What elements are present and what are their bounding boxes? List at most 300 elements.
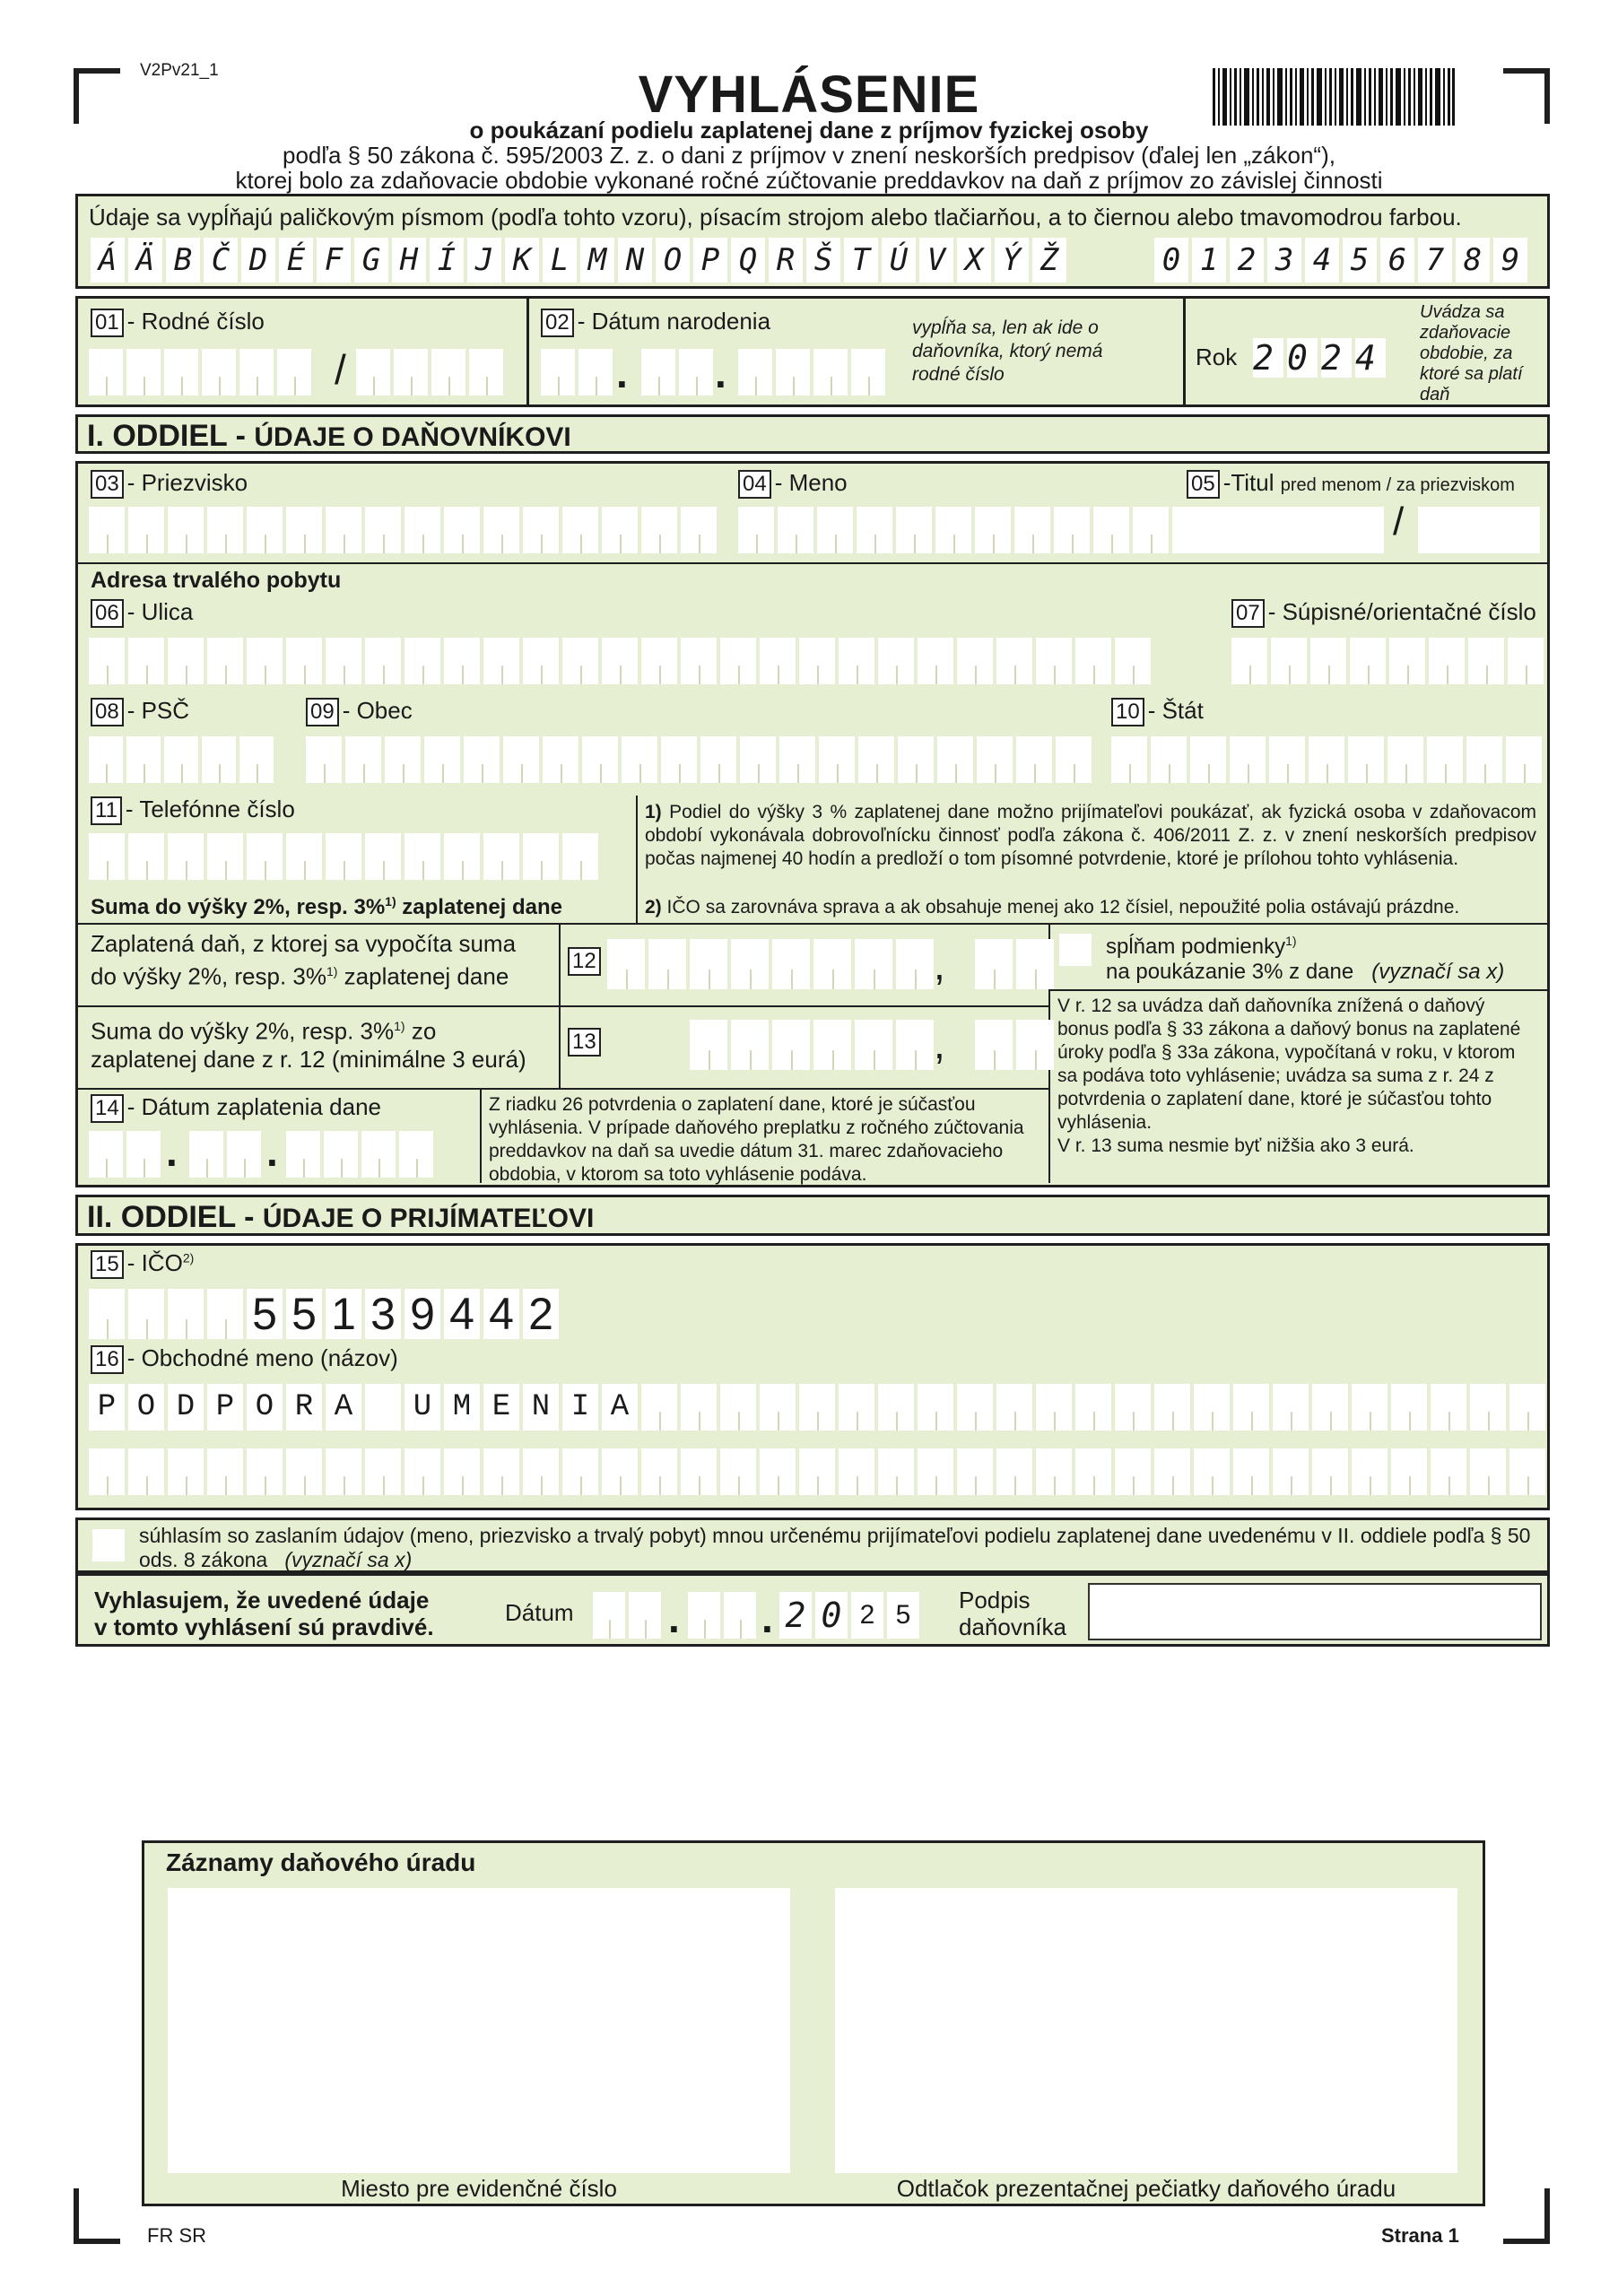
- street-cell[interactable]: [878, 638, 914, 684]
- street-cell[interactable]: [1115, 638, 1151, 684]
- surname-cell[interactable]: [89, 507, 125, 553]
- surname-cell[interactable]: [326, 507, 361, 553]
- ico-cell[interactable]: [207, 1289, 243, 1339]
- instructions-text: Údaje sa vypĺňajú paličkovým písmom (podľa tohto vzoru), písacím strojom alebo tlačiarňou, a to čiernou alebo tmavomodrou farbou.: [89, 204, 1462, 230]
- name-cell[interactable]: [1115, 1448, 1151, 1495]
- name-cell[interactable]: [168, 1384, 204, 1431]
- row-13-cell[interactable]: [690, 1020, 727, 1070]
- name-cell[interactable]: [562, 1448, 598, 1495]
- city-cell[interactable]: [740, 736, 776, 783]
- row-12-cell[interactable]: [855, 939, 892, 989]
- name-cell[interactable]: [1431, 1448, 1466, 1495]
- country-cell[interactable]: [1309, 736, 1344, 783]
- row-12-cell[interactable]: [648, 939, 686, 989]
- postal-code-cell[interactable]: [202, 736, 236, 783]
- surname-cell[interactable]: [207, 507, 243, 553]
- row-12-note: V r. 12 sa uvádza daň daňovníka znížená o daňový bonus podľa § 33 zákona a daňový bonus na zaplatené úroky podľa § 33a zákona, vypočítaná v roku, v ktorom sa podáva toto vyhlásenie; uvádza sa suma z r. 24 z potvrdenia o zaplatení dane, ktoré je súčasťou tohto vyhlásenia. V r. 13 suma nesmie byť nižšia ako 3 eurá.: [1057, 996, 1521, 1156]
- signature-field[interactable]: [1088, 1583, 1542, 1640]
- corner-mark-bottom-left: [74, 2188, 120, 2244]
- identity-row: [75, 296, 1550, 407]
- city-cell[interactable]: [385, 736, 421, 783]
- country-cell[interactable]: [1190, 736, 1226, 783]
- payment-month-cell[interactable]: [189, 1131, 223, 1178]
- surname-cell[interactable]: [641, 507, 677, 553]
- street-cell[interactable]: [602, 638, 638, 684]
- rodne-cislo-cell[interactable]: [202, 349, 236, 396]
- city-cell[interactable]: [898, 736, 934, 783]
- year-cell[interactable]: [1321, 338, 1352, 378]
- section-1-header: [75, 414, 1550, 454]
- street-cell[interactable]: [247, 638, 283, 684]
- name-cell[interactable]: [878, 1448, 914, 1495]
- payment-year-cell[interactable]: [286, 1131, 320, 1178]
- name-cell[interactable]: [404, 1384, 440, 1431]
- sample-letter: Ž: [1032, 238, 1066, 283]
- name-cell[interactable]: [1352, 1448, 1387, 1495]
- ico-cell[interactable]: [247, 1289, 283, 1339]
- name-cell[interactable]: [760, 1448, 796, 1495]
- row-12-cell[interactable]: [896, 939, 934, 989]
- house-number-cell[interactable]: [1310, 638, 1346, 684]
- row-12-cell[interactable]: [813, 939, 851, 989]
- name-cell[interactable]: [286, 1448, 322, 1495]
- divider: [480, 1088, 482, 1183]
- name-cell[interactable]: [1233, 1448, 1269, 1495]
- name-cell[interactable]: [878, 1384, 914, 1431]
- ico-cell[interactable]: [89, 1289, 125, 1339]
- name-cell[interactable]: [1509, 1448, 1545, 1495]
- first-name-cell[interactable]: [817, 507, 853, 553]
- name-cell[interactable]: [168, 1448, 204, 1495]
- row-13-decimal-cell[interactable]: [975, 1020, 1013, 1070]
- name-cell[interactable]: [326, 1384, 361, 1431]
- name-cell[interactable]: [1391, 1448, 1427, 1495]
- first-name-cell[interactable]: [1133, 507, 1169, 553]
- name-cell[interactable]: [1273, 1384, 1309, 1431]
- street-cell[interactable]: [128, 638, 164, 684]
- postal-code-cell[interactable]: [164, 736, 198, 783]
- street-cell[interactable]: [760, 638, 796, 684]
- street-cell[interactable]: [641, 638, 677, 684]
- city-cell[interactable]: [543, 736, 578, 783]
- field-01-label: 01 - Rodné číslo: [91, 308, 265, 337]
- rodne-cislo-cell[interactable]: [431, 349, 465, 396]
- street-cell[interactable]: [483, 638, 519, 684]
- name-cell[interactable]: [681, 1384, 717, 1431]
- city-cell[interactable]: [464, 736, 500, 783]
- street-cell[interactable]: [444, 638, 480, 684]
- country-cell[interactable]: [1151, 736, 1187, 783]
- postal-code-cell[interactable]: [89, 736, 123, 783]
- phone-cell[interactable]: [89, 833, 125, 880]
- row-13-decimal-cell[interactable]: [1016, 1020, 1054, 1070]
- city-cell[interactable]: [503, 736, 539, 783]
- payment-year-cell[interactable]: [324, 1131, 358, 1178]
- name-cell[interactable]: [404, 1448, 440, 1495]
- year-cell-char: 0: [1287, 338, 1308, 378]
- year-cell[interactable]: [1355, 338, 1386, 378]
- declaration-year-cell[interactable]: [779, 1592, 812, 1639]
- birthdate-day-cell[interactable]: [541, 349, 575, 396]
- field-09-label: 09 - Obec: [306, 697, 413, 726]
- declaration-year-cell[interactable]: [815, 1592, 848, 1639]
- ico-cell[interactable]: [168, 1289, 204, 1339]
- name-cell-char: M: [452, 1390, 472, 1424]
- city-cell[interactable]: [622, 736, 657, 783]
- name-cell[interactable]: [562, 1384, 598, 1431]
- birthdate-year-cell[interactable]: [776, 349, 810, 396]
- house-number-cell[interactable]: [1468, 638, 1504, 684]
- name-cell[interactable]: [365, 1448, 401, 1495]
- city-cell[interactable]: [1056, 736, 1092, 783]
- first-name-cell[interactable]: [1093, 507, 1129, 553]
- row-12-cell[interactable]: [731, 939, 769, 989]
- divider: [1048, 989, 1547, 991]
- ico-cell[interactable]: [286, 1289, 322, 1339]
- row-12-decimal-cell[interactable]: [1016, 939, 1054, 989]
- name-cell[interactable]: [1194, 1384, 1230, 1431]
- payment-month-cell[interactable]: [227, 1131, 261, 1178]
- name-cell[interactable]: [89, 1384, 125, 1431]
- evidence-number-area: [168, 1888, 790, 2173]
- payment-year-cell[interactable]: [399, 1131, 433, 1178]
- country-cell[interactable]: [1506, 736, 1542, 783]
- footer-page: Strana 1: [1381, 2224, 1459, 2247]
- payment-year-cell[interactable]: [361, 1131, 396, 1178]
- name-cell-char: R: [294, 1390, 314, 1424]
- name-cell[interactable]: [720, 1384, 756, 1431]
- surname-cell[interactable]: [247, 507, 283, 553]
- city-cell[interactable]: [819, 736, 855, 783]
- house-number-cell[interactable]: [1508, 638, 1544, 684]
- name-cell[interactable]: [996, 1448, 1032, 1495]
- name-cell[interactable]: [918, 1448, 953, 1495]
- year-cell[interactable]: [1287, 338, 1318, 378]
- sample-digit: 4: [1305, 238, 1339, 283]
- rodne-cislo-cell[interactable]: [164, 349, 198, 396]
- form-subtitle: o poukázaní podielu zaplatenej dane z príjmov fyzickej osoby: [469, 117, 1149, 144]
- title-slash: /: [1393, 500, 1405, 544]
- country-cell[interactable]: [1387, 736, 1423, 783]
- payment-day-cell[interactable]: [126, 1131, 161, 1178]
- street-cell[interactable]: [996, 638, 1032, 684]
- name-cell[interactable]: [1075, 1448, 1111, 1495]
- postal-code-cell[interactable]: [126, 736, 161, 783]
- name-cell[interactable]: [1509, 1384, 1545, 1431]
- surname-cell[interactable]: [286, 507, 322, 553]
- name-cell[interactable]: [128, 1384, 164, 1431]
- surname-cell[interactable]: [602, 507, 638, 553]
- birthdate-month-cell[interactable]: [679, 349, 713, 396]
- name-cell[interactable]: [641, 1384, 677, 1431]
- phone-cell[interactable]: [207, 833, 243, 880]
- birthdate-year-cell[interactable]: [851, 349, 885, 396]
- surname-cell[interactable]: [562, 507, 598, 553]
- first-name-cell[interactable]: [778, 507, 813, 553]
- name-cell[interactable]: [1036, 1448, 1072, 1495]
- name-cell-char: P: [97, 1390, 117, 1424]
- ico-cell[interactable]: [326, 1289, 361, 1339]
- declaration-year-cell[interactable]: [851, 1592, 883, 1639]
- first-name-cell[interactable]: [935, 507, 971, 553]
- street-cell[interactable]: [562, 638, 598, 684]
- row-12-decimal-cell[interactable]: [975, 939, 1013, 989]
- name-cell[interactable]: [247, 1384, 283, 1431]
- name-cell[interactable]: [799, 1384, 835, 1431]
- first-name-cell[interactable]: [738, 507, 774, 553]
- street-cell[interactable]: [404, 638, 440, 684]
- declaration-year-cell[interactable]: [887, 1592, 919, 1639]
- first-name-cell[interactable]: [857, 507, 892, 553]
- street-cell[interactable]: [918, 638, 953, 684]
- first-name-cell[interactable]: [1054, 507, 1090, 553]
- title-after-cell[interactable]: [1418, 507, 1540, 553]
- footnote-1: 1) Podiel do výšky 3 % zaplatenej dane možno prijímateľovi poukázať, ak fyzická osoba v zdaňovacom období vykonávala dobrovoľnícku činnosť podľa zákona č. 406/2011 Z. z. v znení neskorších predpisov počas najmenej 40 hodín a predloží o tom písomné potvrdenie, ktoré je prílohou tohto vyhlásenia.: [645, 802, 1536, 869]
- rodne-cislo-cell[interactable]: [277, 349, 311, 396]
- row-12-cell[interactable]: [772, 939, 810, 989]
- row-12-cell[interactable]: [607, 939, 645, 989]
- name-cell[interactable]: [996, 1384, 1032, 1431]
- phone-cell[interactable]: [247, 833, 283, 880]
- street-cell[interactable]: [799, 638, 835, 684]
- ico-cell[interactable]: [523, 1289, 559, 1339]
- name-cell[interactable]: [1233, 1384, 1269, 1431]
- name-cell[interactable]: [1470, 1448, 1506, 1495]
- divider: [78, 923, 1547, 925]
- name-cell[interactable]: [1312, 1384, 1348, 1431]
- payment-day-cell[interactable]: [89, 1131, 123, 1178]
- row-13-label: Suma do výšky 2%, resp. 3%$^{1)}$ zo zaplatenej dane z r. 12 (minimálne 3 eurá): [91, 1017, 526, 1073]
- phone-cell[interactable]: [365, 833, 401, 880]
- city-cell[interactable]: [1016, 736, 1052, 783]
- name-cell[interactable]: [1470, 1384, 1506, 1431]
- tax-office-box: [142, 1840, 1485, 2206]
- phone-cell[interactable]: [128, 833, 164, 880]
- street-cell[interactable]: [207, 638, 243, 684]
- country-cell[interactable]: [1230, 736, 1266, 783]
- phone-cell[interactable]: [444, 833, 480, 880]
- name-cell[interactable]: [602, 1384, 638, 1431]
- phone-cell[interactable]: [326, 833, 361, 880]
- rodne-cislo-cell[interactable]: [126, 349, 161, 396]
- name-cell[interactable]: [523, 1448, 559, 1495]
- year-cell[interactable]: [1253, 338, 1283, 378]
- declaration-year-char: 2: [785, 1596, 806, 1635]
- declaration-month-cell[interactable]: [724, 1592, 756, 1639]
- birthdate-year-cell[interactable]: [738, 349, 772, 396]
- name-cell[interactable]: [681, 1448, 717, 1495]
- name-cell[interactable]: [1075, 1384, 1111, 1431]
- name-cell[interactable]: [483, 1384, 519, 1431]
- rodne-cislo-cell[interactable]: [239, 349, 274, 396]
- declaration-month-cell[interactable]: [688, 1592, 720, 1639]
- row-12-cell[interactable]: [690, 939, 727, 989]
- sample-letter: Á: [91, 238, 125, 283]
- country-cell[interactable]: [1348, 736, 1384, 783]
- name-cell[interactable]: [1194, 1448, 1230, 1495]
- name-cell[interactable]: [247, 1448, 283, 1495]
- house-number-cell[interactable]: [1231, 638, 1267, 684]
- name-cell[interactable]: [839, 1448, 874, 1495]
- row-12-number: 12: [568, 946, 605, 976]
- street-cell[interactable]: [168, 638, 204, 684]
- birthdate-month-cell[interactable]: [641, 349, 675, 396]
- name-cell[interactable]: [957, 1448, 993, 1495]
- name-cell[interactable]: [602, 1448, 638, 1495]
- street-cell[interactable]: [720, 638, 756, 684]
- surname-cell[interactable]: [523, 507, 559, 553]
- name-cell[interactable]: [720, 1448, 756, 1495]
- divider: [78, 1005, 1048, 1007]
- surname-cell[interactable]: [483, 507, 519, 553]
- ico-cell[interactable]: [128, 1289, 164, 1339]
- declaration-day-cell[interactable]: [593, 1592, 625, 1639]
- rodne-cislo-cell[interactable]: [89, 349, 123, 396]
- form-law-line: podľa § 50 zákona č. 595/2003 Z. z. o dani z príjmov v znení neskorších predpisov (ďalej len „zákon“),: [283, 142, 1335, 169]
- row-13-cell[interactable]: [731, 1020, 769, 1070]
- country-cell[interactable]: [1111, 736, 1147, 783]
- name-cell[interactable]: [1391, 1384, 1427, 1431]
- city-cell[interactable]: [661, 736, 697, 783]
- name-cell-char: A: [334, 1390, 353, 1424]
- name-cell[interactable]: [1154, 1448, 1190, 1495]
- field-15-label: 15 - IČO$^{2)}$: [91, 1249, 194, 1279]
- street-cell[interactable]: [365, 638, 401, 684]
- divider: [78, 1088, 1048, 1090]
- phone-cell[interactable]: [483, 833, 519, 880]
- house-number-cell[interactable]: [1350, 638, 1386, 684]
- name-cell[interactable]: [1154, 1384, 1190, 1431]
- name-cell[interactable]: [799, 1448, 835, 1495]
- sample-letter: Ä: [128, 238, 162, 283]
- sample-letter: R: [769, 238, 803, 283]
- surname-cell[interactable]: [128, 507, 164, 553]
- country-cell[interactable]: [1427, 736, 1463, 783]
- house-number-cell[interactable]: [1271, 638, 1307, 684]
- row-13-number: 13: [568, 1027, 605, 1057]
- name-cell[interactable]: [760, 1384, 796, 1431]
- declaration-day-cell[interactable]: [629, 1592, 661, 1639]
- country-cell[interactable]: [1466, 736, 1502, 783]
- surname-cell[interactable]: [168, 507, 204, 553]
- street-cell[interactable]: [89, 638, 125, 684]
- conditions-checkbox[interactable]: [1059, 934, 1092, 966]
- name-cell[interactable]: [286, 1384, 322, 1431]
- city-cell[interactable]: [424, 736, 460, 783]
- name-cell[interactable]: [1352, 1384, 1387, 1431]
- name-cell[interactable]: [207, 1384, 243, 1431]
- name-cell[interactable]: [641, 1448, 677, 1495]
- birthdate-year-cell[interactable]: [813, 349, 848, 396]
- name-cell[interactable]: [1115, 1384, 1151, 1431]
- rodne-cislo-cell[interactable]: [394, 349, 428, 396]
- divider: [1183, 299, 1186, 404]
- name-cell[interactable]: [523, 1384, 559, 1431]
- row-13-cell[interactable]: [896, 1020, 934, 1070]
- city-cell[interactable]: [306, 736, 342, 783]
- phone-cell[interactable]: [523, 833, 559, 880]
- name-cell[interactable]: [483, 1448, 519, 1495]
- first-name-cell[interactable]: [975, 507, 1011, 553]
- name-cell[interactable]: [918, 1384, 953, 1431]
- birthdate-day-cell[interactable]: [578, 349, 613, 396]
- name-cell[interactable]: [444, 1384, 480, 1431]
- ico-cell[interactable]: [483, 1289, 519, 1339]
- street-cell[interactable]: [839, 638, 874, 684]
- rodne-cislo-cell[interactable]: [469, 349, 503, 396]
- city-cell[interactable]: [582, 736, 618, 783]
- city-cell[interactable]: [937, 736, 973, 783]
- street-cell[interactable]: [957, 638, 993, 684]
- phone-cell[interactable]: [562, 833, 598, 880]
- name-cell[interactable]: [957, 1384, 993, 1431]
- ico-cell[interactable]: [404, 1289, 440, 1339]
- house-number-cell[interactable]: [1389, 638, 1425, 684]
- row-13-cell[interactable]: [813, 1020, 851, 1070]
- name-cell[interactable]: [128, 1448, 164, 1495]
- street-cell[interactable]: [326, 638, 361, 684]
- sample-letter: Q: [731, 238, 765, 283]
- payment-date-dot-1: .: [166, 1128, 178, 1175]
- surname-cell[interactable]: [681, 507, 717, 553]
- name-cell[interactable]: [1431, 1384, 1466, 1431]
- postal-code-cell[interactable]: [239, 736, 274, 783]
- city-cell[interactable]: [977, 736, 1013, 783]
- phone-cell[interactable]: [168, 833, 204, 880]
- first-name-cell[interactable]: [1014, 507, 1050, 553]
- name-cell[interactable]: [1312, 1448, 1348, 1495]
- sample-letter: P: [693, 238, 727, 283]
- name-cell[interactable]: [207, 1448, 243, 1495]
- phone-cell[interactable]: [286, 833, 322, 880]
- row-13-cell[interactable]: [772, 1020, 810, 1070]
- name-cell[interactable]: [839, 1384, 874, 1431]
- street-cell[interactable]: [523, 638, 559, 684]
- name-cell[interactable]: [444, 1448, 480, 1495]
- surname-cell[interactable]: [365, 507, 401, 553]
- city-cell[interactable]: [345, 736, 381, 783]
- surname-cell[interactable]: [404, 507, 440, 553]
- name-cell[interactable]: [1036, 1384, 1072, 1431]
- city-cell[interactable]: [700, 736, 736, 783]
- ico-cell[interactable]: [444, 1289, 480, 1339]
- divider: [636, 796, 638, 923]
- consent-checkbox[interactable]: [92, 1529, 125, 1561]
- surname-cell[interactable]: [444, 507, 480, 553]
- name-cell[interactable]: [326, 1448, 361, 1495]
- street-cell[interactable]: [681, 638, 717, 684]
- phone-cell[interactable]: [404, 833, 440, 880]
- title-before-cell[interactable]: [1187, 507, 1384, 553]
- row-13-cell[interactable]: [855, 1020, 892, 1070]
- city-cell[interactable]: [858, 736, 894, 783]
- first-name-cell[interactable]: [896, 507, 932, 553]
- house-number-cell[interactable]: [1429, 638, 1465, 684]
- name-cell[interactable]: [89, 1448, 125, 1495]
- name-cell[interactable]: [365, 1384, 401, 1431]
- sample-digit: 3: [1267, 238, 1301, 283]
- country-cell[interactable]: [1269, 736, 1305, 783]
- ico-cell-char: 1: [331, 1289, 356, 1339]
- street-cell[interactable]: [1075, 638, 1111, 684]
- street-cell[interactable]: [1036, 638, 1072, 684]
- rodne-cislo-cell[interactable]: [356, 349, 390, 396]
- city-cell[interactable]: [779, 736, 815, 783]
- name-cell[interactable]: [1273, 1448, 1309, 1495]
- sample-letter: Í: [430, 238, 464, 283]
- ico-cell[interactable]: [365, 1289, 401, 1339]
- street-cell[interactable]: [286, 638, 322, 684]
